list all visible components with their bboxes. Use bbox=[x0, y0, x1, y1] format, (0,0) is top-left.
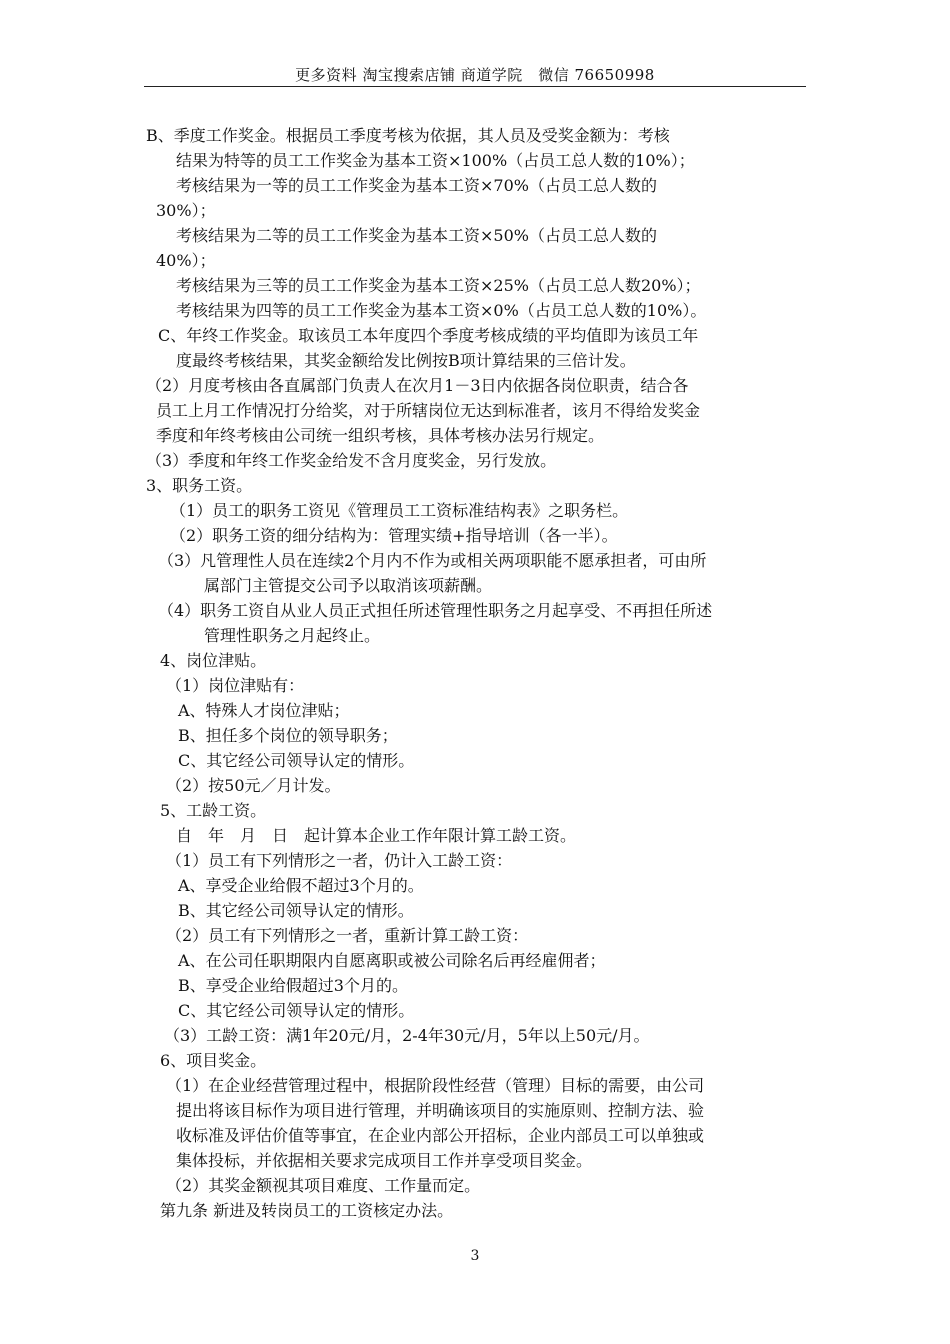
text-line: A、特殊人才岗位津贴； bbox=[178, 701, 350, 720]
text-line: 5、工龄工资。 bbox=[160, 801, 267, 820]
text-line: 4、岗位津贴。 bbox=[160, 651, 267, 670]
text-line: C、其它经公司领导认定的情形。 bbox=[178, 751, 415, 770]
text-line: 30%）； bbox=[156, 201, 216, 220]
text-line: （3）凡管理性人员在连续2个月内不作为或相关两项职能不愿承担者，可由所 bbox=[158, 551, 707, 570]
text-line: 季度和年终考核由公司统一组织考核，具体考核办法另行规定。 bbox=[156, 426, 605, 445]
header-rule bbox=[144, 86, 806, 87]
text-line: 考核结果为四等的员工工作奖金为基本工资×0%（占员工总人数的10%）。 bbox=[176, 301, 707, 320]
text-line: B、其它经公司领导认定的情形。 bbox=[178, 901, 414, 920]
text-line: 考核结果为一等的员工工作奖金为基本工资×70%（占员工总人数的 bbox=[176, 176, 657, 195]
text-line: 集体投标，并依据相关要求完成项目工作并享受项目奖金。 bbox=[176, 1151, 593, 1170]
text-line: 管理性职务之月起终止。 bbox=[204, 626, 381, 645]
text-line: （1）在企业经营管理过程中，根据阶段性经营（管理）目标的需要，由公司 bbox=[166, 1076, 705, 1095]
text-line: 度最终考核结果，其奖金额给发比例按B项计算结果的三倍计发。 bbox=[176, 351, 636, 370]
text-line: （3）工龄工资：满1年20元/月，2-4年30元/月，5年以上50元/月。 bbox=[164, 1026, 650, 1045]
text-line: （1）岗位津贴有： bbox=[166, 676, 305, 695]
text-line: （2）月度考核由各直属部门负责人在次月1－3日内依据各岗位职责，结合各 bbox=[146, 376, 689, 395]
text-line: B、享受企业给假超过3个月的。 bbox=[178, 976, 408, 995]
text-line: A、享受企业给假不超过3个月的。 bbox=[178, 876, 424, 895]
text-line: 自 年 月 日 起计算本企业工作年限计算工龄工资。 bbox=[176, 826, 577, 845]
text-line: 6、项目奖金。 bbox=[160, 1051, 267, 1070]
text-line: 结果为特等的员工工作奖金为基本工资×100%（占员工总人数的10%）； bbox=[176, 151, 695, 170]
text-line: 考核结果为三等的员工工作奖金为基本工资×25%（占员工总人数20%）； bbox=[176, 276, 701, 295]
text-line: 第九条 新进及转岗员工的工资核定办法。 bbox=[160, 1201, 454, 1220]
text-line: （1）员工有下列情形之一者，仍计入工龄工资： bbox=[166, 851, 513, 870]
text-line: B、季度工作奖金。根据员工季度考核为依据，其人员及受奖金额为：考核 bbox=[146, 126, 670, 145]
text-line: （4）职务工资自从业人员正式担任所述管理性职务之月起享受、不再担任所述 bbox=[158, 601, 713, 620]
text-line: 考核结果为二等的员工工作奖金为基本工资×50%（占员工总人数的 bbox=[176, 226, 657, 245]
text-line: C、年终工作奖金。取该员工本年度四个季度考核成绩的平均值即为该员工年 bbox=[158, 326, 699, 345]
text-line: B、担任多个岗位的领导职务； bbox=[178, 726, 398, 745]
text-line: 收标准及评估价值等事宜，在企业内部公开招标，企业内部员工可以单独或 bbox=[176, 1126, 705, 1145]
text-line: （2）按50元／月计发。 bbox=[166, 776, 341, 795]
text-line: （2）员工有下列情形之一者，重新计算工龄工资： bbox=[166, 926, 529, 945]
text-line: C、其它经公司领导认定的情形。 bbox=[178, 1001, 415, 1020]
text-line: 3、职务工资。 bbox=[146, 476, 253, 495]
text-line: 员工上月工作情况打分给奖，对于所辖岗位无达到标准者，该月不得给发奖金 bbox=[156, 401, 701, 420]
text-line: 40%）； bbox=[156, 251, 216, 270]
page-number: 3 bbox=[470, 1248, 480, 1264]
text-line: 属部门主管提交公司予以取消该项薪酬。 bbox=[204, 576, 493, 595]
text-line: （2）职务工资的细分结构为：管理实绩+指导培训（各一半）。 bbox=[170, 526, 618, 545]
text-line: （2）其奖金额视其项目难度、工作量而定。 bbox=[166, 1176, 481, 1195]
text-line: （1）员工的职务工资见《管理员工工资标准结构表》之职务栏。 bbox=[170, 501, 629, 520]
text-line: A、在公司任职期限内自愿离职或被公司除名后再经雇佣者； bbox=[178, 951, 606, 970]
page-header: 更多资料 淘宝搜索店铺 商道学院 微信 76650998 bbox=[295, 66, 655, 84]
text-line: 提出将该目标作为项目进行管理，并明确该项目的实施原则、控制方法、验 bbox=[176, 1101, 705, 1120]
text-line: （3）季度和年终工作奖金给发不含月度奖金，另行发放。 bbox=[146, 451, 557, 470]
